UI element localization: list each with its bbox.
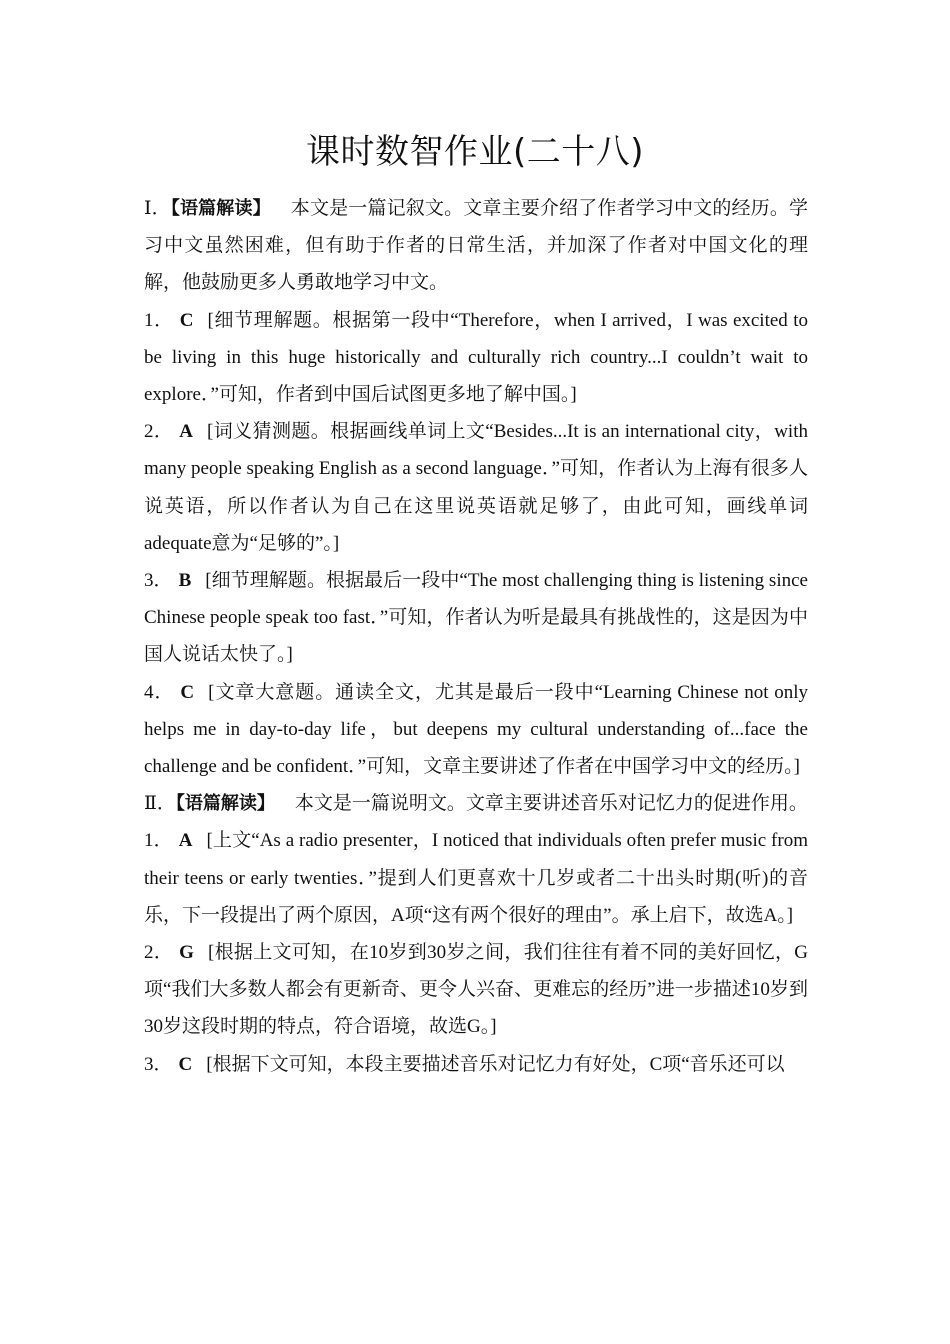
- section-2-intro: [144, 785, 808, 822]
- section-1-summary: 本文是一篇记叙文。文章主要介绍了作者学习中文的经历。学习中文虽然困难，但有助于作者的日常生活，并加深了作者对中国文化的理解，他鼓励更多人勇敢地学习中文。: [144, 198, 808, 294]
- item-explanation: [细节理解题。根据最后一段中“The most challenging thing is listening since Chinese people speak too fast．”可知，作者认为听是最具有挑战性的，这是因为中国人说话太快了。]: [144, 570, 808, 666]
- item-explanation: [根据下文可知，本段主要描述音乐对记忆力有好处，C项“音乐还可以: [206, 1053, 785, 1075]
- item-number: 1．: [144, 309, 174, 331]
- section-1-item: [144, 674, 808, 786]
- item-answer: C: [180, 681, 195, 703]
- item-answer: C: [178, 1053, 193, 1075]
- answer-body: [144, 190, 808, 1083]
- item-number: 3．: [144, 570, 173, 592]
- item-answer: A: [178, 830, 193, 852]
- item-explanation: [文章大意题。通读全文，尤其是最后一段中“Learning Chinese not only helps me in day-to-day life，but deepens my cultural understanding of...face the challenge and be confident．”可知，文章主要讲述了作者在中国学习中文的经历。]: [144, 681, 808, 778]
- item-answer: B: [178, 570, 192, 592]
- section-1-roman: Ⅰ．: [144, 198, 171, 219]
- section-2-tag: 【语篇解读】: [175, 793, 275, 815]
- section-1-item: [144, 302, 808, 414]
- item-explanation: [词义猜测题。根据画线单词上文“Besides...It is an international city，with many people speaking English as a second language．”可知，作者认为上海有很多人说英语，所以作者认为自己在这里说英语就足够了，由此可知，画线单词adequate意为“足够的”。]: [144, 421, 808, 554]
- item-answer: G: [179, 942, 194, 964]
- item-answer: A: [179, 421, 194, 443]
- item-number: 1．: [144, 830, 173, 852]
- item-explanation: [细节理解题。根据第一段中“Therefore，when I arrived，I was excited to be living in this huge historically and culturally rich country...I couldn’t wait to explore．”可知，作者到中国后试图更多地了解中国。]: [144, 309, 808, 406]
- section-1-item: [144, 413, 808, 562]
- item-explanation: [上文“As a radio presenter，I noticed that individuals often prefer music from their teens or early twenties．”提到人们更喜欢十几岁或者二十出头时期(听)的音乐，下一段提出了两个原因，A项“这有两个很好的理由”。承上启下，故选A。]: [144, 830, 808, 926]
- page-title: 课时数智作业(二十八): [305, 132, 645, 172]
- item-number: 2．: [144, 421, 174, 443]
- section-2-summary: 本文是一篇说明文。文章主要讲述音乐对记忆力的促进作用。: [294, 793, 808, 815]
- section-2-roman: Ⅱ．: [144, 793, 176, 815]
- section-2-item: [144, 822, 808, 934]
- section-1-tag: 【语篇解读】: [170, 198, 271, 219]
- section-1-item: [144, 562, 808, 674]
- item-number: 2．: [144, 942, 174, 964]
- section-2-item: [144, 934, 808, 1046]
- item-number: 4．: [144, 681, 175, 703]
- section-1-intro: [144, 190, 808, 302]
- item-answer: C: [179, 309, 194, 331]
- item-explanation: [根据上文可知，在10岁到30岁之间，我们往往有着不同的美好回忆，G项“我们大多数人都会有更新奇、更令人兴奋、更难忘的经历”进一步描述10岁到30岁这段时期的特点，符合语境，故选G。]: [144, 942, 808, 1038]
- item-number: 3．: [144, 1053, 173, 1075]
- section-2-item: [144, 1046, 808, 1083]
